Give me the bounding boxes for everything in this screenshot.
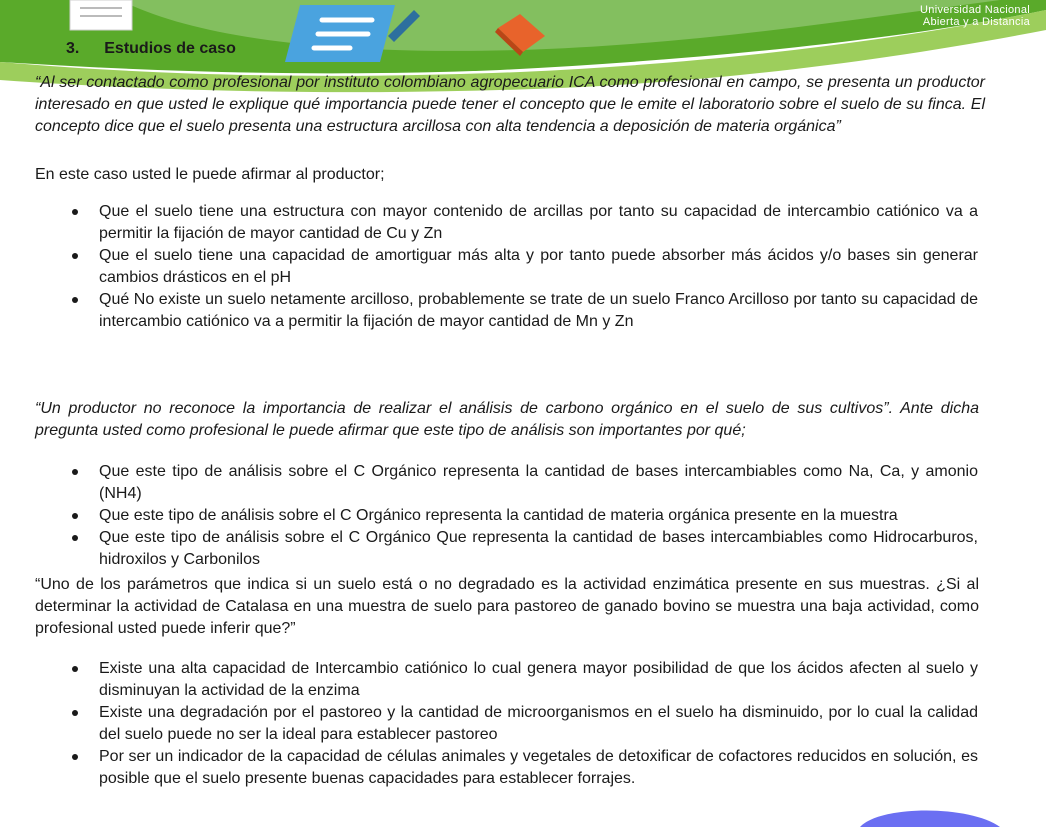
case1-quote: “Al ser contactado como profesional por instituto colombiano agropecuario ICA como profesional en campo, se presenta un productor interesado en que usted le explique qué importancia puede tener el concepto que le emite el laboratorio sobre el suelo de su finca. El concepto dice que el suelo presenta una estructura arcillosa con alta tendencia a deposición de materia orgánica”	[35, 74, 985, 135]
list-item: Existe una alta capacidad de Intercambio catiónico lo cual genera mayor posibilidad de que los ácidos afecten al suelo y disminuyan la actividad de la enzima	[72, 658, 978, 702]
brand-line-1: Universidad Nacional	[920, 4, 1030, 16]
case2-quote: “Un productor no reconoce la importancia de realizar el análisis de carbono orgánico en el suelo de sus cultivos”. Ante dicha pregunta usted como profesional le puede afirmar que este tipo de análisis son importantes por qué;	[35, 400, 979, 439]
case1-prompt: En este caso usted le puede afirmar al productor;	[35, 166, 385, 183]
list-item: Existe una degradación por el pastoreo y la cantidad de microorganismos en el suelo ha disminuido, por lo cual la calidad del suelo puede no ser la ideal para establecer pastoreo	[72, 702, 978, 746]
list-item: Por ser un indicador de la capacidad de células animales y vegetales de detoxificar de cofactores reducidos en solución, es posible que el suelo presente buenas capacidades para establecer forrajes.	[72, 746, 978, 790]
case3-quote: “Uno de los parámetros que indica si un suelo está o no degradado es la actividad enzimática presente en sus muestras. ¿Si al determinar la actividad de Catalasa en una muestra de suelo para pastoreo de ganado bovino se muestra una baja actividad, como profesional usted puede inferir que?”	[35, 576, 979, 637]
section-title: Estudios de caso	[104, 40, 236, 57]
list-item: Que este tipo de análisis sobre el C Orgánico representa la cantidad de materia orgánica presente en la muestra	[72, 505, 978, 527]
section-heading	[66, 40, 236, 58]
list-item: Que este tipo de análisis sobre el C Orgánico Que representa la cantidad de bases intercambiables como Hidrocarburos, hidroxilos y Carbonilos	[72, 527, 978, 571]
list-item: Qué No existe un suelo netamente arcilloso, probablemente se trate de un suelo Franco Arcilloso por tanto su capacidad de intercambio catiónico va a permitir la fijación de mayor cantidad de Mn y Zn	[72, 289, 978, 333]
list-item: Que el suelo tiene una estructura con mayor contenido de arcillas por tanto su capacidad de intercambio catiónico va a permitir la fijación de mayor cantidad de Cu y Zn	[72, 201, 978, 245]
list-item: Que este tipo de análisis sobre el C Orgánico representa la cantidad de bases intercambiables como Na, Ca, y amonio (NH4)	[72, 461, 978, 505]
section-number: 3.	[66, 40, 80, 57]
case1-options	[72, 201, 978, 333]
university-brand	[920, 4, 1030, 28]
case2-options	[72, 461, 978, 571]
brand-line-2: Abierta y a Distancia	[922, 16, 1030, 28]
list-item: Que el suelo tiene una capacidad de amortiguar más alta y por tanto puede absorber más ácidos y/o bases sin generar cambios drásticos en el pH	[72, 245, 978, 289]
case3-options	[72, 658, 978, 790]
